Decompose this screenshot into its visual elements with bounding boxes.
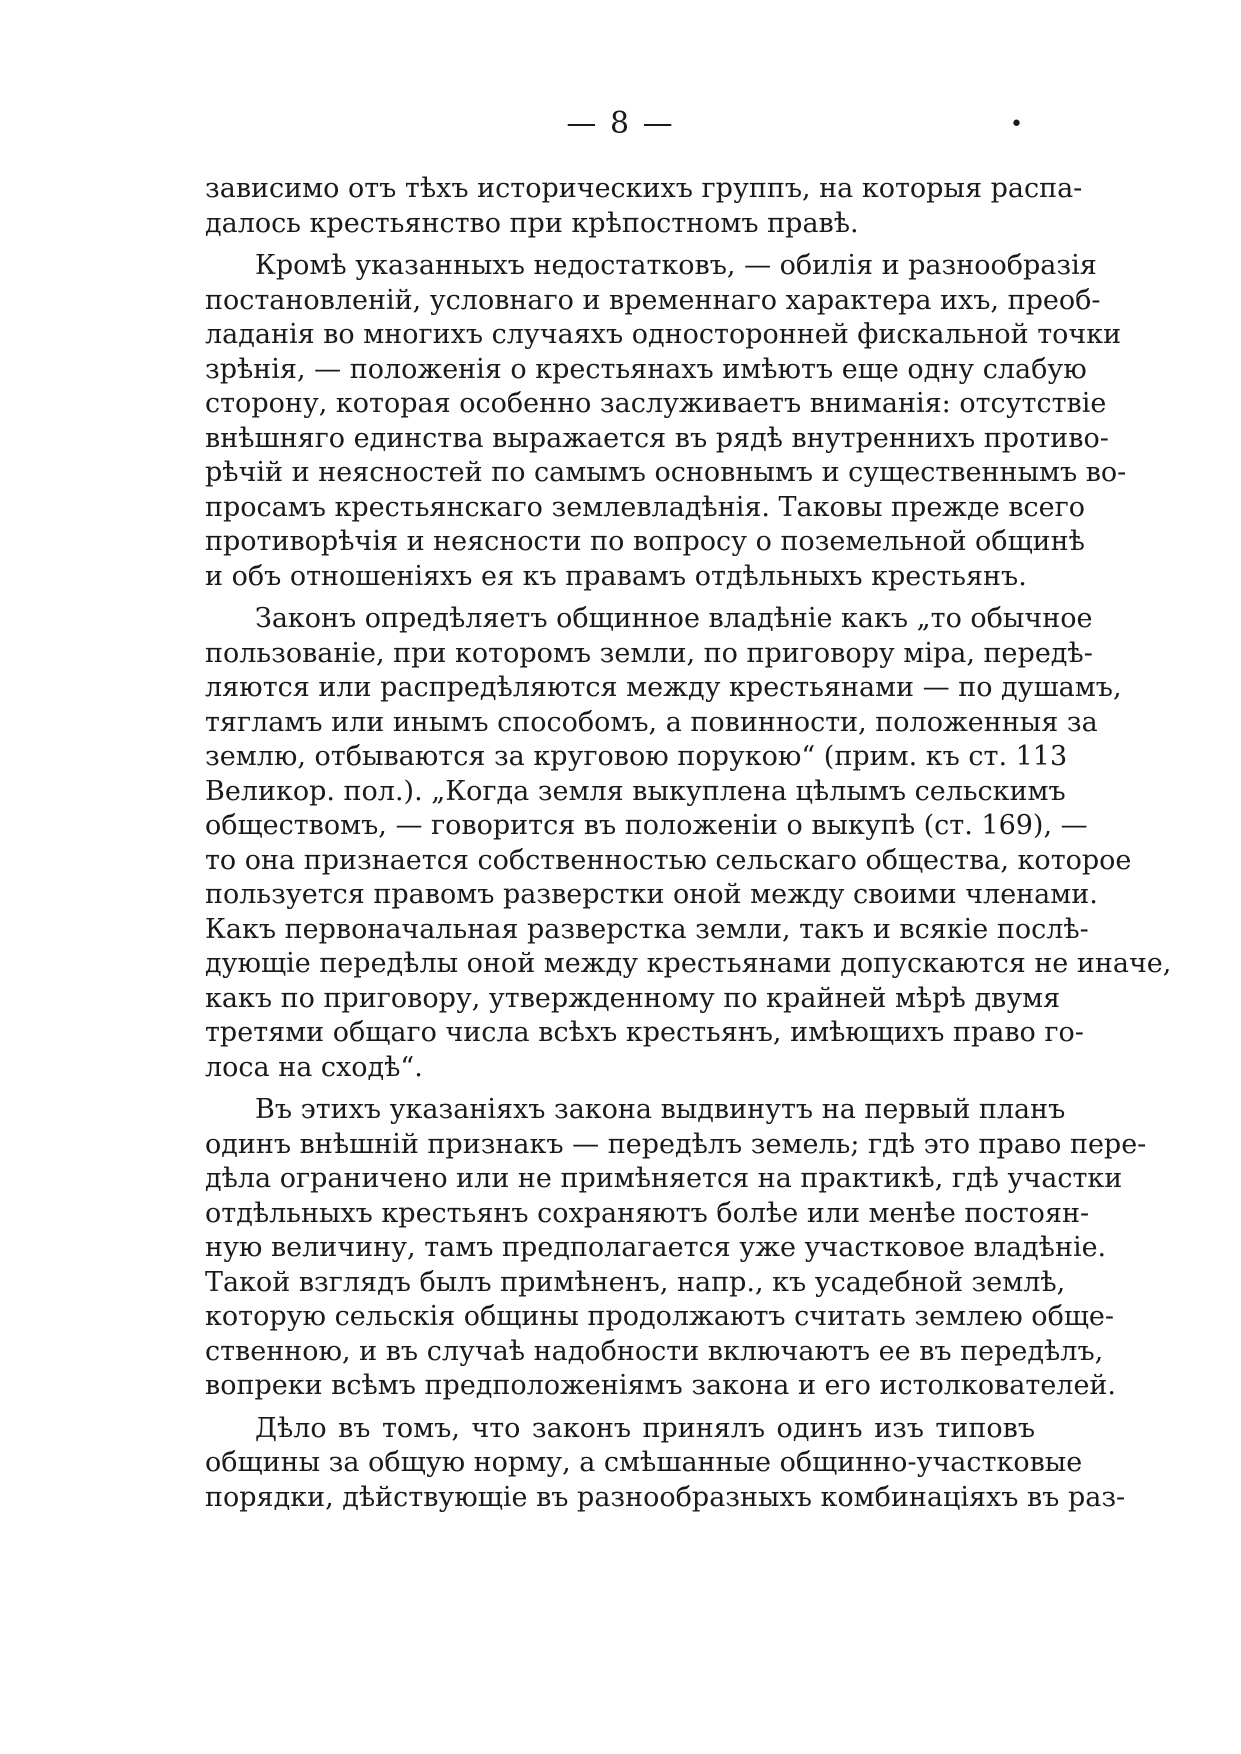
text-line: ладанія во многихъ случаяхъ односторонней фискальной точки [205, 319, 1122, 350]
text-line: просамъ крестьянскаго землевладѣнія. Таковы прежде всего [205, 491, 1086, 523]
text-line: Въ этихъ указаніяхъ закона выдвинутъ на первый планъ [255, 1094, 1066, 1125]
text-line: рѣчій и неясностей по самымъ основнымъ и существеннымъ во- [205, 457, 1127, 488]
text-line: которую сельскія общины продолжаютъ считать землею обще- [205, 1301, 1115, 1332]
text-line: постановленій, условнаго и временнаго характера ихъ, преоб- [205, 284, 1101, 316]
text-line: какъ по приговору, утвержденному по крайней мѣрѣ двумя [205, 982, 1061, 1014]
text-line: дующіе передѣлы оной между крестьянами допускаются не иначе, [205, 948, 1172, 979]
text-line: Такой взглядъ былъ примѣненъ, напр., къ усадебной землѣ, [205, 1266, 1066, 1298]
text-line: и объ отношеніяхъ ея къ правамъ отдѣльныхъ крестьянъ. [205, 560, 1027, 592]
text-line: Кромѣ указанныхъ недостатковъ, — обилія и разнообразія [255, 250, 1097, 281]
text-line: одинъ внѣшній признакъ — передѣлъ земель; гдѣ это право пере- [205, 1128, 1147, 1160]
text-line: порядки, дѣйствующіе въ разнообразныхъ комбинаціяхъ въ раз- [205, 1481, 1126, 1513]
paragraph-5 [205, 1412, 1126, 1516]
text-line: внѣшняго единства выражается въ рядѣ внутреннихъ противо- [205, 422, 1109, 454]
paragraph-4 [205, 1093, 1147, 1404]
text-line: ляются или распредѣляются между крестьянами — по душамъ, [205, 672, 1122, 703]
text-line: пользованіе, при которомъ земли, по приговору міра, передѣ- [205, 637, 1093, 669]
text-line: общины за общую норму, а смѣшанные общинно-участковые [205, 1447, 1083, 1478]
paragraph-1 [205, 172, 1083, 241]
text-line: третями общаго числа всѣхъ крестьянъ, имѣющихъ право го- [205, 1017, 1084, 1048]
text-line: пользуется правомъ разверстки оной между своими членами. [205, 879, 1098, 910]
text-line: Дѣло въ томъ, что законъ принялъ одинъ изъ типовъ [255, 1412, 1035, 1444]
text-line: далось крестьянство при крѣпостномъ правѣ. [205, 207, 859, 239]
text-line: дѣла ограничено или не примѣняется на практикѣ, гдѣ участки [205, 1163, 1123, 1194]
text-line: землю, отбываются за круговою порукою“ (прим. къ ст. 113 [205, 741, 1068, 772]
text-line: тягламъ или инымъ способомъ, а повинности, положенныя за [205, 706, 1098, 738]
text-line: Великор. пол.). „Когда земля выкуплена цѣлымъ сельскимъ [205, 775, 1066, 807]
text-line: зрѣнія, — положенія о крестьянахъ имѣютъ еще одну слабую [205, 353, 1087, 385]
text-line: ную величину, тамъ предполагается уже участковое владѣніе. [205, 1232, 1107, 1263]
text-line: то она признается собственностью сельскаго общества, которое [205, 844, 1132, 876]
text-line: Законъ опредѣляетъ общинное владѣніе какъ „то обычное [255, 603, 1093, 634]
stray-mark: • [1010, 112, 1023, 137]
text-line: лоса на сходѣ“. [205, 1051, 423, 1083]
text-line: Какъ первоначальная разверстка земли, такъ и всякіе послѣ- [205, 913, 1089, 945]
text-line: обществомъ, — говорится въ положеніи о выкупѣ (ст. 169), — [205, 810, 1088, 841]
paragraph-2 [205, 249, 1127, 594]
text-line: зависимо отъ тѣхъ историческихъ группъ, на которыя распа- [205, 173, 1083, 204]
text-line: ственною, и въ случаѣ надобности включаютъ ее въ передѣлъ, [205, 1335, 1104, 1367]
body-text [205, 172, 1172, 1515]
text-line: вопреки всѣмъ предположеніямъ закона и его истолкователей. [205, 1370, 1116, 1401]
paragraph-3 [205, 602, 1172, 1085]
text-line: отдѣльныхъ крестьянъ сохраняютъ болѣе или менѣе постоян- [205, 1197, 1090, 1229]
text-line: противорѣчія и неясности по вопросу о поземельной общинѣ [205, 526, 1085, 557]
text-line: сторону, которая особенно заслуживаетъ вниманія: отсутствіе [205, 388, 1107, 419]
page-number: — 8 — [566, 106, 675, 141]
